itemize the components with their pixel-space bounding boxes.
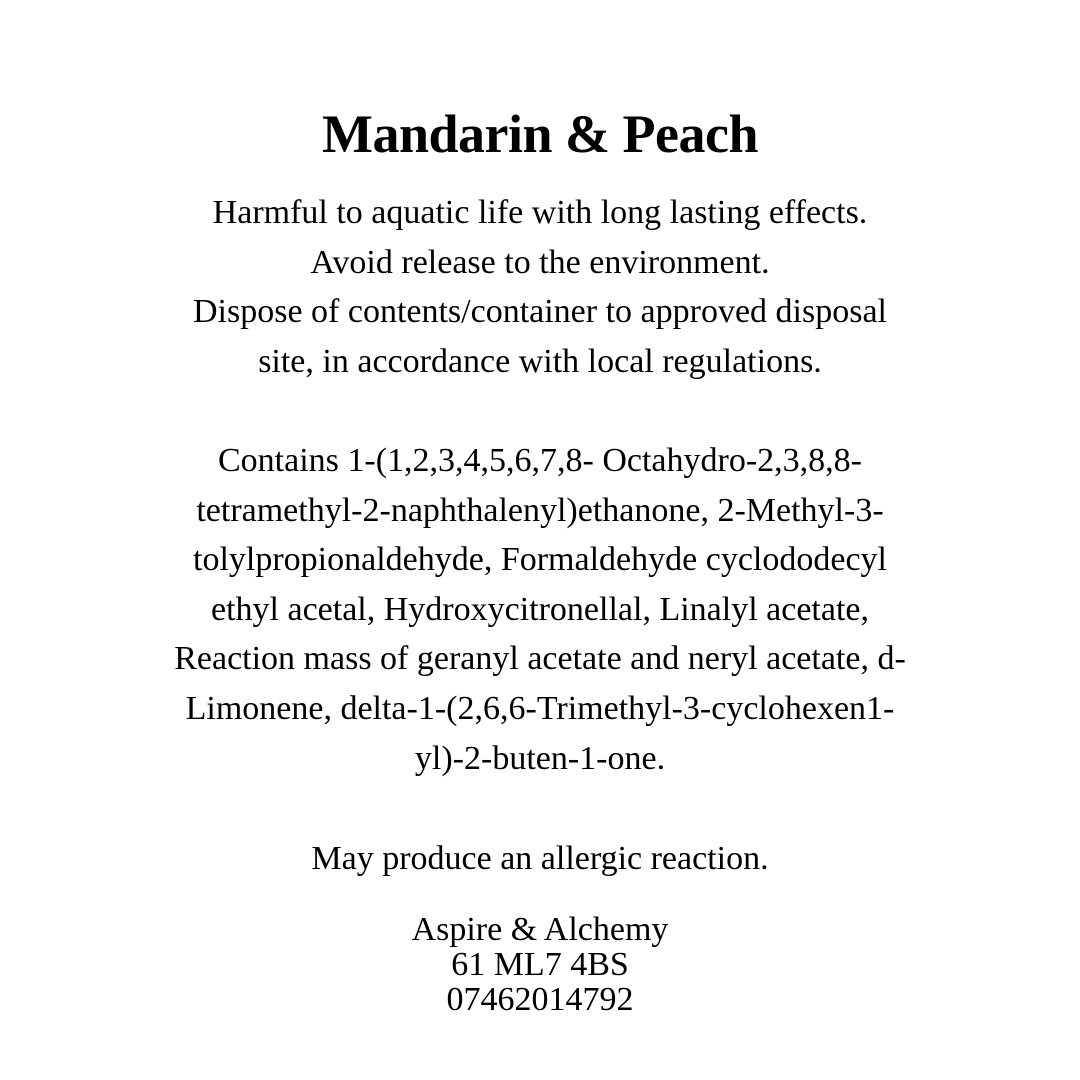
ingredients-line: tetramethyl-2-naphthalenyl)ethanone, 2-Methyl-3- xyxy=(196,491,884,529)
allergy-warning xyxy=(0,834,1080,884)
ingredients-line: Limonene, delta-1-(2,6,6-Trimethyl-3-cyclohexen1- xyxy=(185,689,895,727)
company-name: Aspire & Alchemy xyxy=(411,911,669,948)
ingredients-line: Contains 1-(1,2,3,4,5,6,7,8- Octahydro-2,3,8,8- xyxy=(217,442,862,479)
company-details xyxy=(0,912,1080,1017)
ingredients-line: yl)-2-buten-1-one. xyxy=(414,739,666,777)
hazard-line: Harmful to aquatic life with long lasting effects. xyxy=(212,194,868,231)
allergy-line: May produce an allergic reaction. xyxy=(311,840,769,877)
company-address: 61 ML7 4BS xyxy=(451,946,629,983)
hazard-statement xyxy=(0,188,1080,386)
product-title: Mandarin & Peach xyxy=(322,104,758,164)
ingredients-statement xyxy=(0,436,1080,783)
ingredients-line: ethyl acetal, Hydroxycitronellal, Linalyl acetate, xyxy=(211,590,869,628)
hazard-line: Avoid release to the environment. xyxy=(310,243,770,281)
ingredients-line: tolylpropionaldehyde, Formaldehyde cyclododecyl xyxy=(193,541,887,579)
ingredients-line: Reaction mass of geranyl acetate and neryl acetate, d- xyxy=(174,640,906,678)
hazard-line: site, in accordance with local regulations. xyxy=(258,342,822,380)
company-phone: 07462014792 xyxy=(446,981,634,1018)
hazard-line: Dispose of contents/container to approved disposal xyxy=(192,293,887,331)
